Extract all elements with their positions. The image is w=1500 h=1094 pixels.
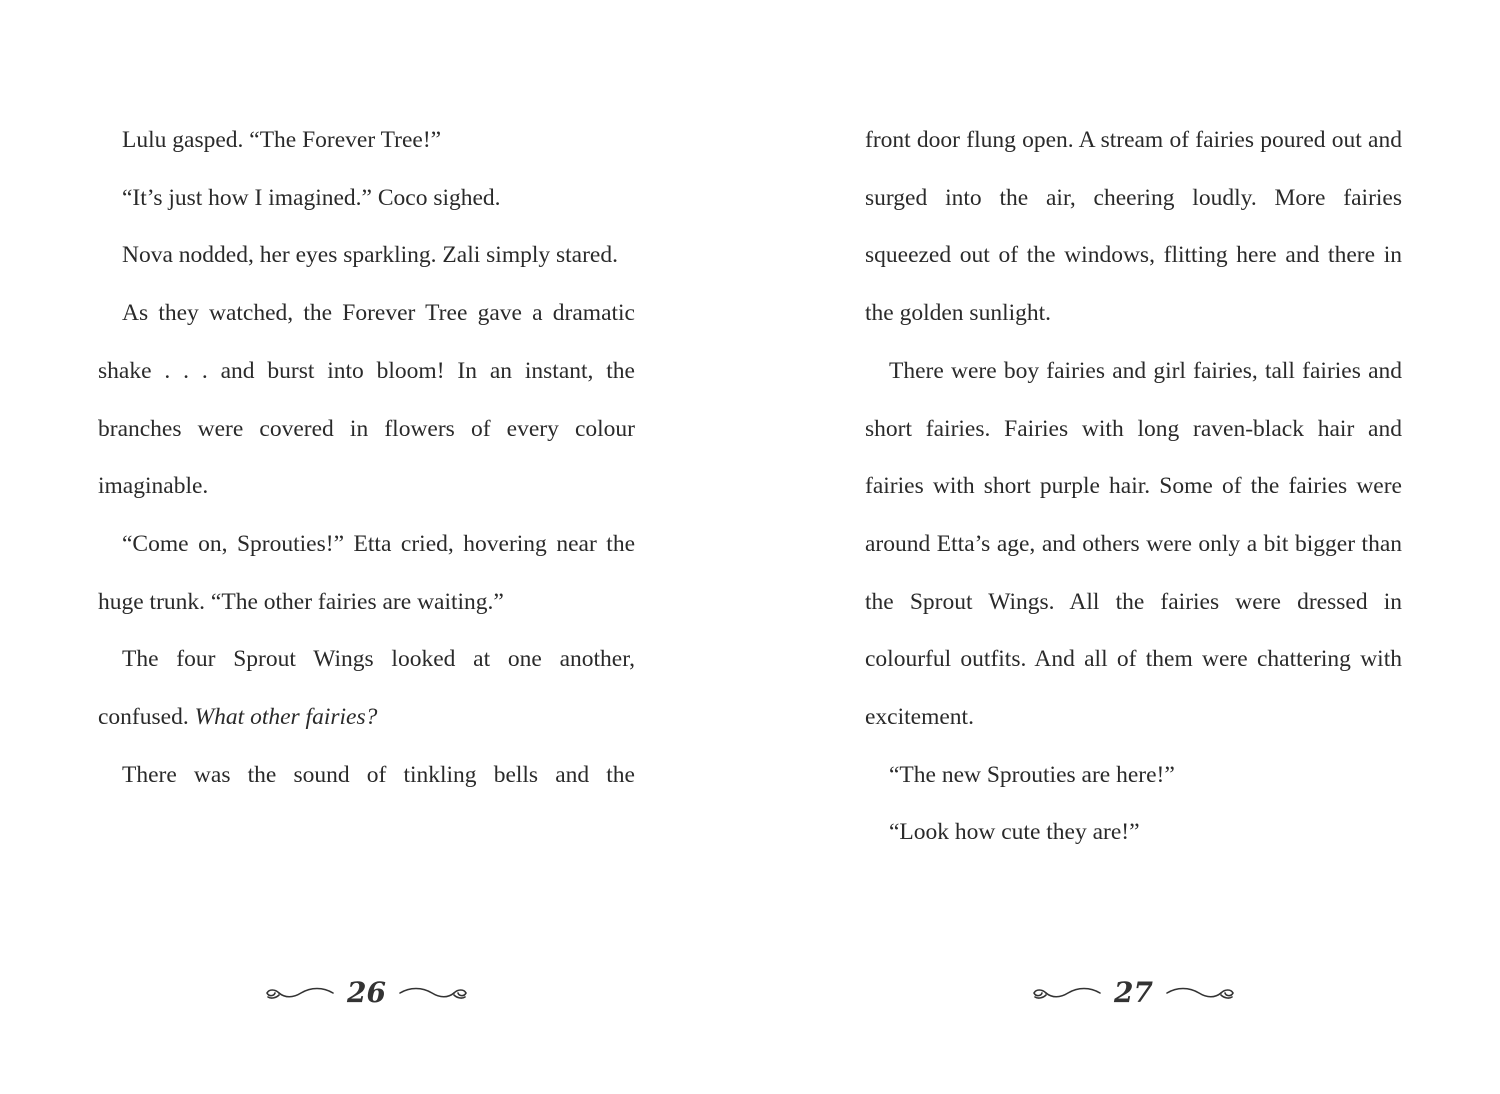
paragraph-text: The four Sprout Wings looked at one another, confused. (98, 646, 635, 731)
flourish-right-icon (398, 983, 468, 1003)
left-page (98, 112, 635, 804)
paragraph: Lulu gasped. “The Forever Tree!” (122, 127, 442, 153)
italic-thought: What other fairies? (194, 704, 378, 731)
paragraph: There was the sound of tinkling bells and the (122, 761, 635, 788)
paragraph: “Come on, Sprouties!” Etta cried, hovering near the huge trunk. “The other fairies are waiting.” (98, 530, 635, 615)
page-number: 26 (347, 976, 386, 1009)
flourish-left-icon (1032, 983, 1102, 1003)
flourish-left-icon (265, 983, 335, 1003)
flourish-right-icon (1165, 983, 1235, 1003)
right-page (865, 112, 1402, 862)
paragraph: There were boy fairies and girl fairies, tall fairies and short fairies. Fairies with long raven-black hair and fairies with short purple hair. Some of the fairies were around Etta’s age, and others were only a bit bigger than the Sprout Wings. All the fairies were dressed in colourful outfits. And all of them were chattering with excitement. (865, 357, 1402, 731)
paragraph: Nova nodded, her eyes sparkling. Zali simply stared. (122, 242, 618, 269)
paragraph: As they watched, the Forever Tree gave a dramatic shake . . . and burst into bloom! In an instant, the branches were covered in flowers of every colour imaginable. (98, 300, 635, 500)
page-number: 27 (1114, 976, 1153, 1009)
page-number-ornament-left (98, 968, 635, 1018)
paragraph: “Look how cute they are!” (889, 819, 1140, 846)
paragraph: “The new Sprouties are here!” (889, 761, 1175, 788)
paragraph: “It’s just how I imagined.” Coco sighed. (122, 184, 501, 211)
page-number-ornament-right (865, 968, 1402, 1018)
paragraph: front door flung open. A stream of fairies poured out and surged into the air, cheering loudly. More fairies squeezed out of the windows, flitting here and there in the golden sunlight. (865, 127, 1402, 327)
paragraph (98, 631, 635, 746)
